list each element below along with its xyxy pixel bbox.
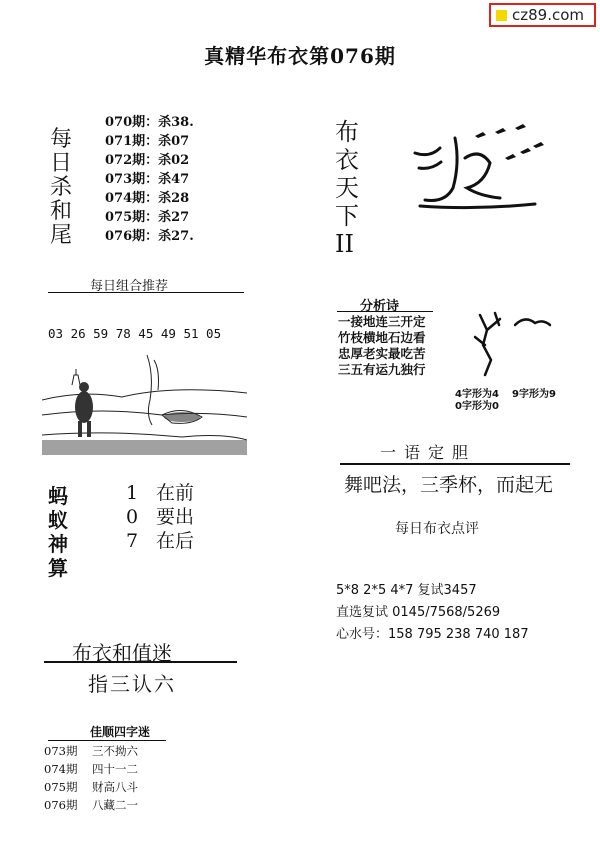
- poem-line: 竹枝横地石边看: [338, 330, 426, 345]
- four-char-text: 三不拗六: [92, 744, 138, 758]
- tail-list: [105, 113, 194, 246]
- tail-label-char: 杀: [50, 175, 73, 200]
- divider: [48, 292, 244, 293]
- tail-item: 070期：杀38.: [105, 115, 194, 130]
- four-char-text: 财高八斗: [92, 780, 138, 794]
- buyi-tianxia-char: 下: [335, 202, 359, 230]
- ant-row: [126, 481, 194, 505]
- four-char-item: [44, 760, 138, 778]
- figure-sketch-illustration: [465, 305, 565, 380]
- ant-row-number: 0: [126, 506, 139, 528]
- logo-square-icon: [496, 10, 507, 21]
- yiyu-heading: 一语定胆: [380, 443, 477, 462]
- review-heading: 每日布衣点评: [395, 521, 479, 537]
- combo-row: 03 26 59 78 45 49 51 05: [48, 326, 222, 341]
- four-char-period: 076期: [44, 798, 78, 812]
- tail-label-char: 尾: [50, 223, 73, 248]
- ant-row-text: 在前: [156, 482, 195, 504]
- hezhi-heading: 布衣和值迷: [72, 641, 172, 665]
- tail-label: [50, 128, 78, 248]
- ant-label-char: 蚂: [48, 484, 68, 508]
- buyi-tianxia-title: [335, 118, 359, 258]
- four-char-period: 075期: [44, 780, 78, 794]
- tail-label-char: 和: [50, 199, 73, 224]
- four-char-heading: 佳顺四字迷: [90, 725, 151, 739]
- divider: [337, 311, 433, 312]
- four-char-period: 073期: [44, 744, 78, 758]
- ant-rows: [126, 481, 194, 553]
- combo-heading: 每日组合推荐: [90, 279, 169, 294]
- page-title: 真精华布衣第076期: [204, 44, 396, 68]
- four-char-list: [44, 742, 138, 814]
- ant-row-text: 在后: [156, 530, 195, 552]
- tail-item: 071期：杀07: [105, 134, 190, 149]
- picks-line: 直选复试 0145/7568/5269: [336, 605, 501, 620]
- picks-line: 5*8 2*5 4*7 复试3457: [336, 583, 477, 598]
- divider: [44, 661, 237, 663]
- buyi-tianxia-char: II: [335, 230, 354, 258]
- ant-label-char: 蚁: [48, 508, 68, 532]
- divider: [48, 740, 166, 741]
- tail-item: 074期：杀28: [105, 191, 190, 206]
- buyi-tianxia-char: 天: [335, 174, 359, 202]
- four-char-item: [44, 778, 138, 796]
- poem-line: 三五有运九独行: [338, 362, 426, 377]
- ant-row-number: 1: [126, 482, 139, 504]
- tail-item: 073期：杀47: [105, 172, 190, 187]
- ant-row: [126, 529, 194, 553]
- four-char-text: 四十一二: [92, 762, 138, 776]
- buyi-tianxia-char: 衣: [335, 146, 359, 174]
- tail-item: 072期：杀02: [105, 153, 190, 168]
- four-char-item: [44, 796, 138, 814]
- tail-item: 076期：杀27.: [105, 229, 194, 244]
- yiyu-text: 舞吧法，三季杯，而起无: [344, 474, 554, 496]
- buyi-tianxia-char: 布: [335, 118, 359, 146]
- ant-label: [48, 484, 74, 580]
- picks-line: 心水号：158 795 238 740 187: [336, 627, 529, 642]
- ant-row-number: 7: [126, 530, 139, 552]
- poem-note: 9字形为9: [512, 389, 556, 400]
- four-char-text: 八藏二一: [92, 798, 138, 812]
- poem-note: 4字形为4: [455, 389, 499, 400]
- hezhi-text: 指三认六: [88, 672, 176, 696]
- ant-label-char: 算: [48, 556, 68, 580]
- poem-lines: [338, 314, 426, 378]
- poem-line: 一接地连三开定: [338, 314, 426, 329]
- divider: [340, 463, 570, 465]
- ant-row-text: 要出: [156, 506, 195, 528]
- four-char-item: [44, 742, 138, 760]
- poem-note: 0字形为0: [455, 401, 499, 412]
- ant-row: [126, 505, 194, 529]
- ant-label-char: 神: [48, 532, 68, 556]
- poem-heading: 分析诗: [360, 299, 400, 314]
- landscape-sketch-illustration: [42, 345, 247, 455]
- poem-line: 忠厚老实最吃苦: [338, 346, 426, 361]
- watermark-text: cz89.com: [512, 6, 585, 24]
- tail-label-char: 日: [50, 151, 73, 176]
- calligraphy-birds-illustration: [405, 118, 555, 213]
- watermark-badge: [489, 3, 596, 27]
- four-char-period: 074期: [44, 762, 78, 776]
- picks-list: [336, 580, 529, 646]
- tail-label-char: 每: [50, 127, 73, 152]
- tail-item: 075期：杀27: [105, 210, 190, 225]
